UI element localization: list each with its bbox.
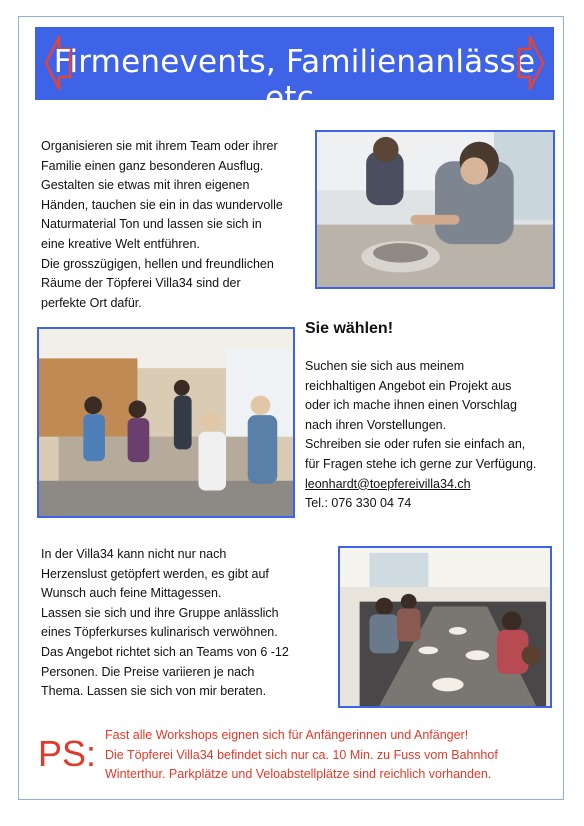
- lunch-line: In der Villa34 kann nicht nur nach: [41, 547, 227, 561]
- lunch-line: Lassen sie sich und ihre Gruppe anlässlich: [41, 605, 279, 620]
- lunch-text: [41, 545, 341, 702]
- intro-text: [41, 137, 311, 313]
- page-title: Firmenevents, Familienanlässe etc.: [53, 44, 536, 116]
- choice-text: [305, 357, 570, 514]
- choice-line: Suchen sie sich aus meinem: [305, 359, 465, 373]
- title-banner: [35, 27, 554, 116]
- choice-line: oder ich mache ihnen einen Vorschlag: [305, 398, 517, 413]
- ps-line: Die Töpferei Villa34 befindet sich nur ca. 10 Min. zu Fuss vom Bahnhof: [105, 747, 498, 762]
- lunch-line: Wunsch auch feine Mittagessen.: [41, 586, 222, 601]
- workshop-room-photo: [37, 327, 295, 518]
- lunch-line: Personen. Die Preise variieren je nach: [41, 664, 255, 679]
- lunch-line: eines Töpferkurses kulinarisch verwöhnen.: [41, 625, 278, 640]
- intro-line: perfekte Ort dafür.: [41, 295, 142, 310]
- choice-line: für Fragen stehe ich gerne zur Verfügung.: [305, 456, 537, 471]
- choice-line: Schreiben sie oder rufen sie einfach an,: [305, 437, 526, 452]
- intro-line: Familie einen ganz besonderen Ausflug.: [41, 158, 264, 173]
- intro-line: Organisieren sie mit ihrem Team oder ihrer: [41, 139, 278, 153]
- lunch-line: Herzenslust getöpfert werden, es gibt auf: [41, 566, 269, 581]
- ps-text: [105, 726, 555, 785]
- ps-label: PS:: [38, 733, 97, 774]
- intro-line: Gestalten sie etwas mit ihren eigenen: [41, 178, 250, 193]
- arrow-right-icon: [516, 33, 546, 93]
- intro-line: eine kreative Welt entführen.: [41, 236, 200, 251]
- ps-line: Winterthur. Parkplätze und Veloabstellplätze sind reichlich vorhanden.: [105, 767, 492, 781]
- intro-line: Die grosszügigen, hellen und freundlichen: [41, 256, 274, 271]
- phone-number: Tel.: 076 330 04 74: [305, 496, 412, 511]
- email-link[interactable]: leonhardt@toepfereivilla34.ch: [305, 476, 471, 491]
- lunch-line: Thema. Lassen sie sich von mir beraten.: [41, 684, 267, 699]
- intro-line: Händen, tauchen sie ein in das wundervolle: [41, 197, 283, 212]
- ps-line: Fast alle Workshops eignen sich für Anfängerinnen und Anfänger!: [105, 728, 469, 742]
- choice-line: reichhaltigen Angebot ein Projekt aus: [305, 378, 512, 393]
- group-lunch-photo: [338, 546, 552, 708]
- choice-line: nach ihren Vorstellungen.: [305, 417, 447, 432]
- choice-heading: Sie wählen!: [305, 320, 394, 337]
- intro-line: Naturmaterial Ton und lassen sie sich in: [41, 217, 262, 232]
- lunch-line: Das Angebot richtet sich an Teams von 6 -12: [41, 644, 289, 659]
- pottery-wheel-photo: [315, 130, 555, 289]
- intro-line: Räume der Töpferei Villa34 sind der: [41, 276, 241, 291]
